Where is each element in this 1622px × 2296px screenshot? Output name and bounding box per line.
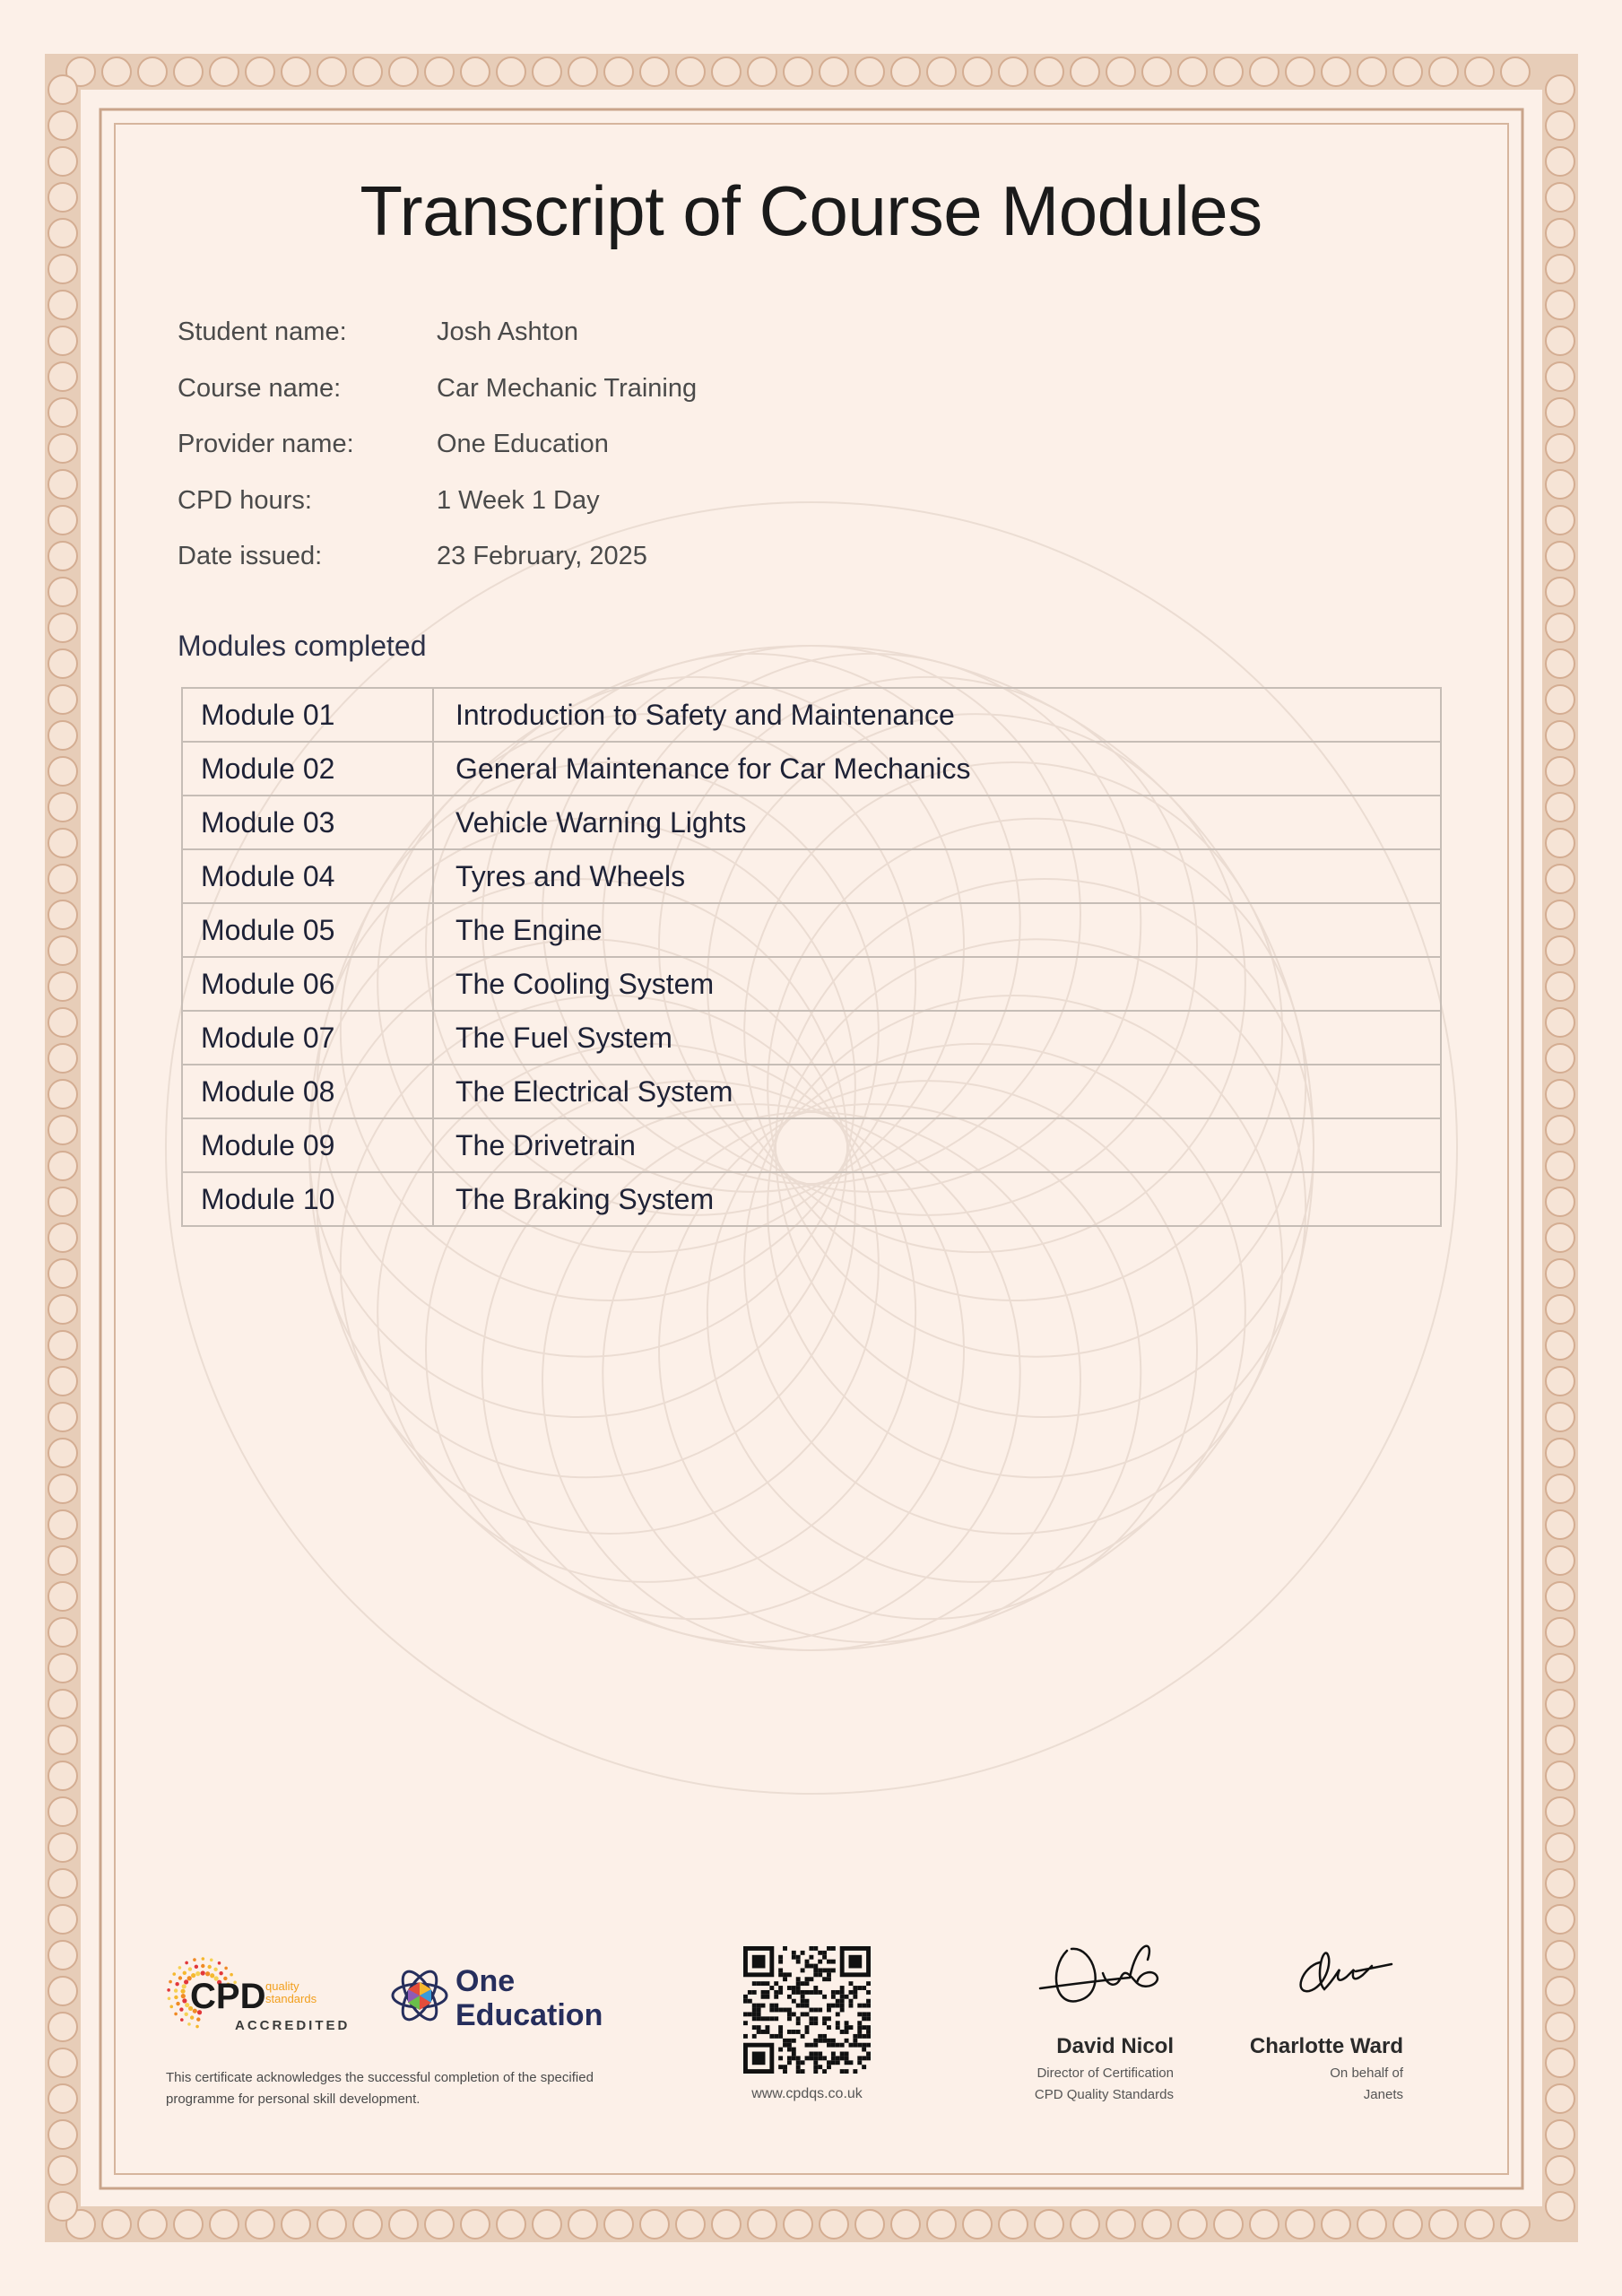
role-line1: Director of Certification — [1037, 2066, 1174, 2081]
module-number: Module 01 — [182, 688, 433, 742]
table-row — [182, 1172, 1441, 1226]
logo-line2: Education — [455, 1998, 603, 2032]
course-name-value: Car Mechanic Training — [437, 374, 698, 403]
table-row — [182, 1011, 1441, 1065]
module-name: The Braking System — [433, 1172, 1441, 1226]
date-issued-value: 23 February, 2025 — [437, 542, 647, 570]
cpd-quality-text — [265, 1980, 317, 2005]
module-name: Vehicle Warning Lights — [433, 796, 1441, 849]
cpd-quality-line2: standards — [265, 1992, 317, 2005]
signer-name-david: David Nicol — [1056, 2034, 1174, 2058]
one-education-logo-text — [455, 1964, 603, 2032]
student-name-label: Student name: — [178, 317, 347, 346]
signer-name-charlotte: Charlotte Ward — [1249, 2034, 1403, 2058]
certificate-note: This certificate acknowledges the successful completion of the specified programme for personal skill development. — [166, 2070, 594, 2107]
module-number: Module 04 — [182, 849, 433, 903]
module-number: Module 03 — [182, 796, 433, 849]
logo-line1: One — [455, 1964, 516, 1998]
signer-role-charlotte — [1330, 2063, 1403, 2106]
page-title: Transcript of Course Modules — [360, 171, 1262, 250]
module-number: Module 05 — [182, 903, 433, 957]
module-number: Module 08 — [182, 1065, 433, 1118]
cpd-quality-line1: quality — [265, 1979, 299, 1993]
cpd-logo-text: CPD — [190, 1977, 266, 2016]
signature-david-nicol — [1031, 1924, 1175, 2013]
module-name: The Engine — [433, 903, 1441, 957]
table-row — [182, 1118, 1441, 1172]
table-row — [182, 903, 1441, 957]
module-name: The Cooling System — [433, 957, 1441, 1011]
student-name-value: Josh Ashton — [437, 317, 578, 346]
provider-name-label: Provider name: — [178, 430, 354, 458]
table-row — [182, 957, 1441, 1011]
module-number: Module 07 — [182, 1011, 433, 1065]
modules-table — [181, 687, 1442, 1227]
module-name: The Fuel System — [433, 1011, 1441, 1065]
table-row — [182, 742, 1441, 796]
role-line1: On behalf of — [1330, 2066, 1403, 2081]
modules-heading: Modules completed — [178, 630, 427, 662]
module-number: Module 06 — [182, 957, 433, 1011]
module-number: Module 10 — [182, 1172, 433, 1226]
qr-url-text: www.cpdqs.co.uk — [751, 2086, 863, 2101]
signer-role-david — [1035, 2063, 1174, 2106]
cpd-hours-value: 1 Week 1 Day — [437, 486, 600, 515]
date-issued-label: Date issued: — [178, 542, 323, 570]
table-row — [182, 849, 1441, 903]
course-name-label: Course name: — [178, 374, 342, 403]
cpd-accredited-text: ACCREDITED — [235, 2018, 351, 2033]
cpd-hours-label: CPD hours: — [178, 486, 312, 515]
table-row — [182, 688, 1441, 742]
module-name: Introduction to Safety and Maintenance — [433, 688, 1441, 742]
module-number: Module 09 — [182, 1118, 433, 1172]
table-row — [182, 796, 1441, 849]
module-name: The Drivetrain — [433, 1118, 1441, 1172]
module-name: Tyres and Wheels — [433, 849, 1441, 903]
module-number: Module 02 — [182, 742, 433, 796]
module-name: The Electrical System — [433, 1065, 1441, 1118]
one-education-logo-icon — [390, 1964, 449, 2027]
role-line2: Janets — [1363, 2087, 1403, 2102]
table-row — [182, 1065, 1441, 1118]
module-name: General Maintenance for Car Mechanics — [433, 742, 1441, 796]
role-line2: CPD Quality Standards — [1034, 2087, 1174, 2102]
qr-code — [743, 1946, 871, 2074]
provider-name-value: One Education — [437, 430, 609, 458]
signature-charlotte-ward — [1284, 1944, 1396, 2007]
